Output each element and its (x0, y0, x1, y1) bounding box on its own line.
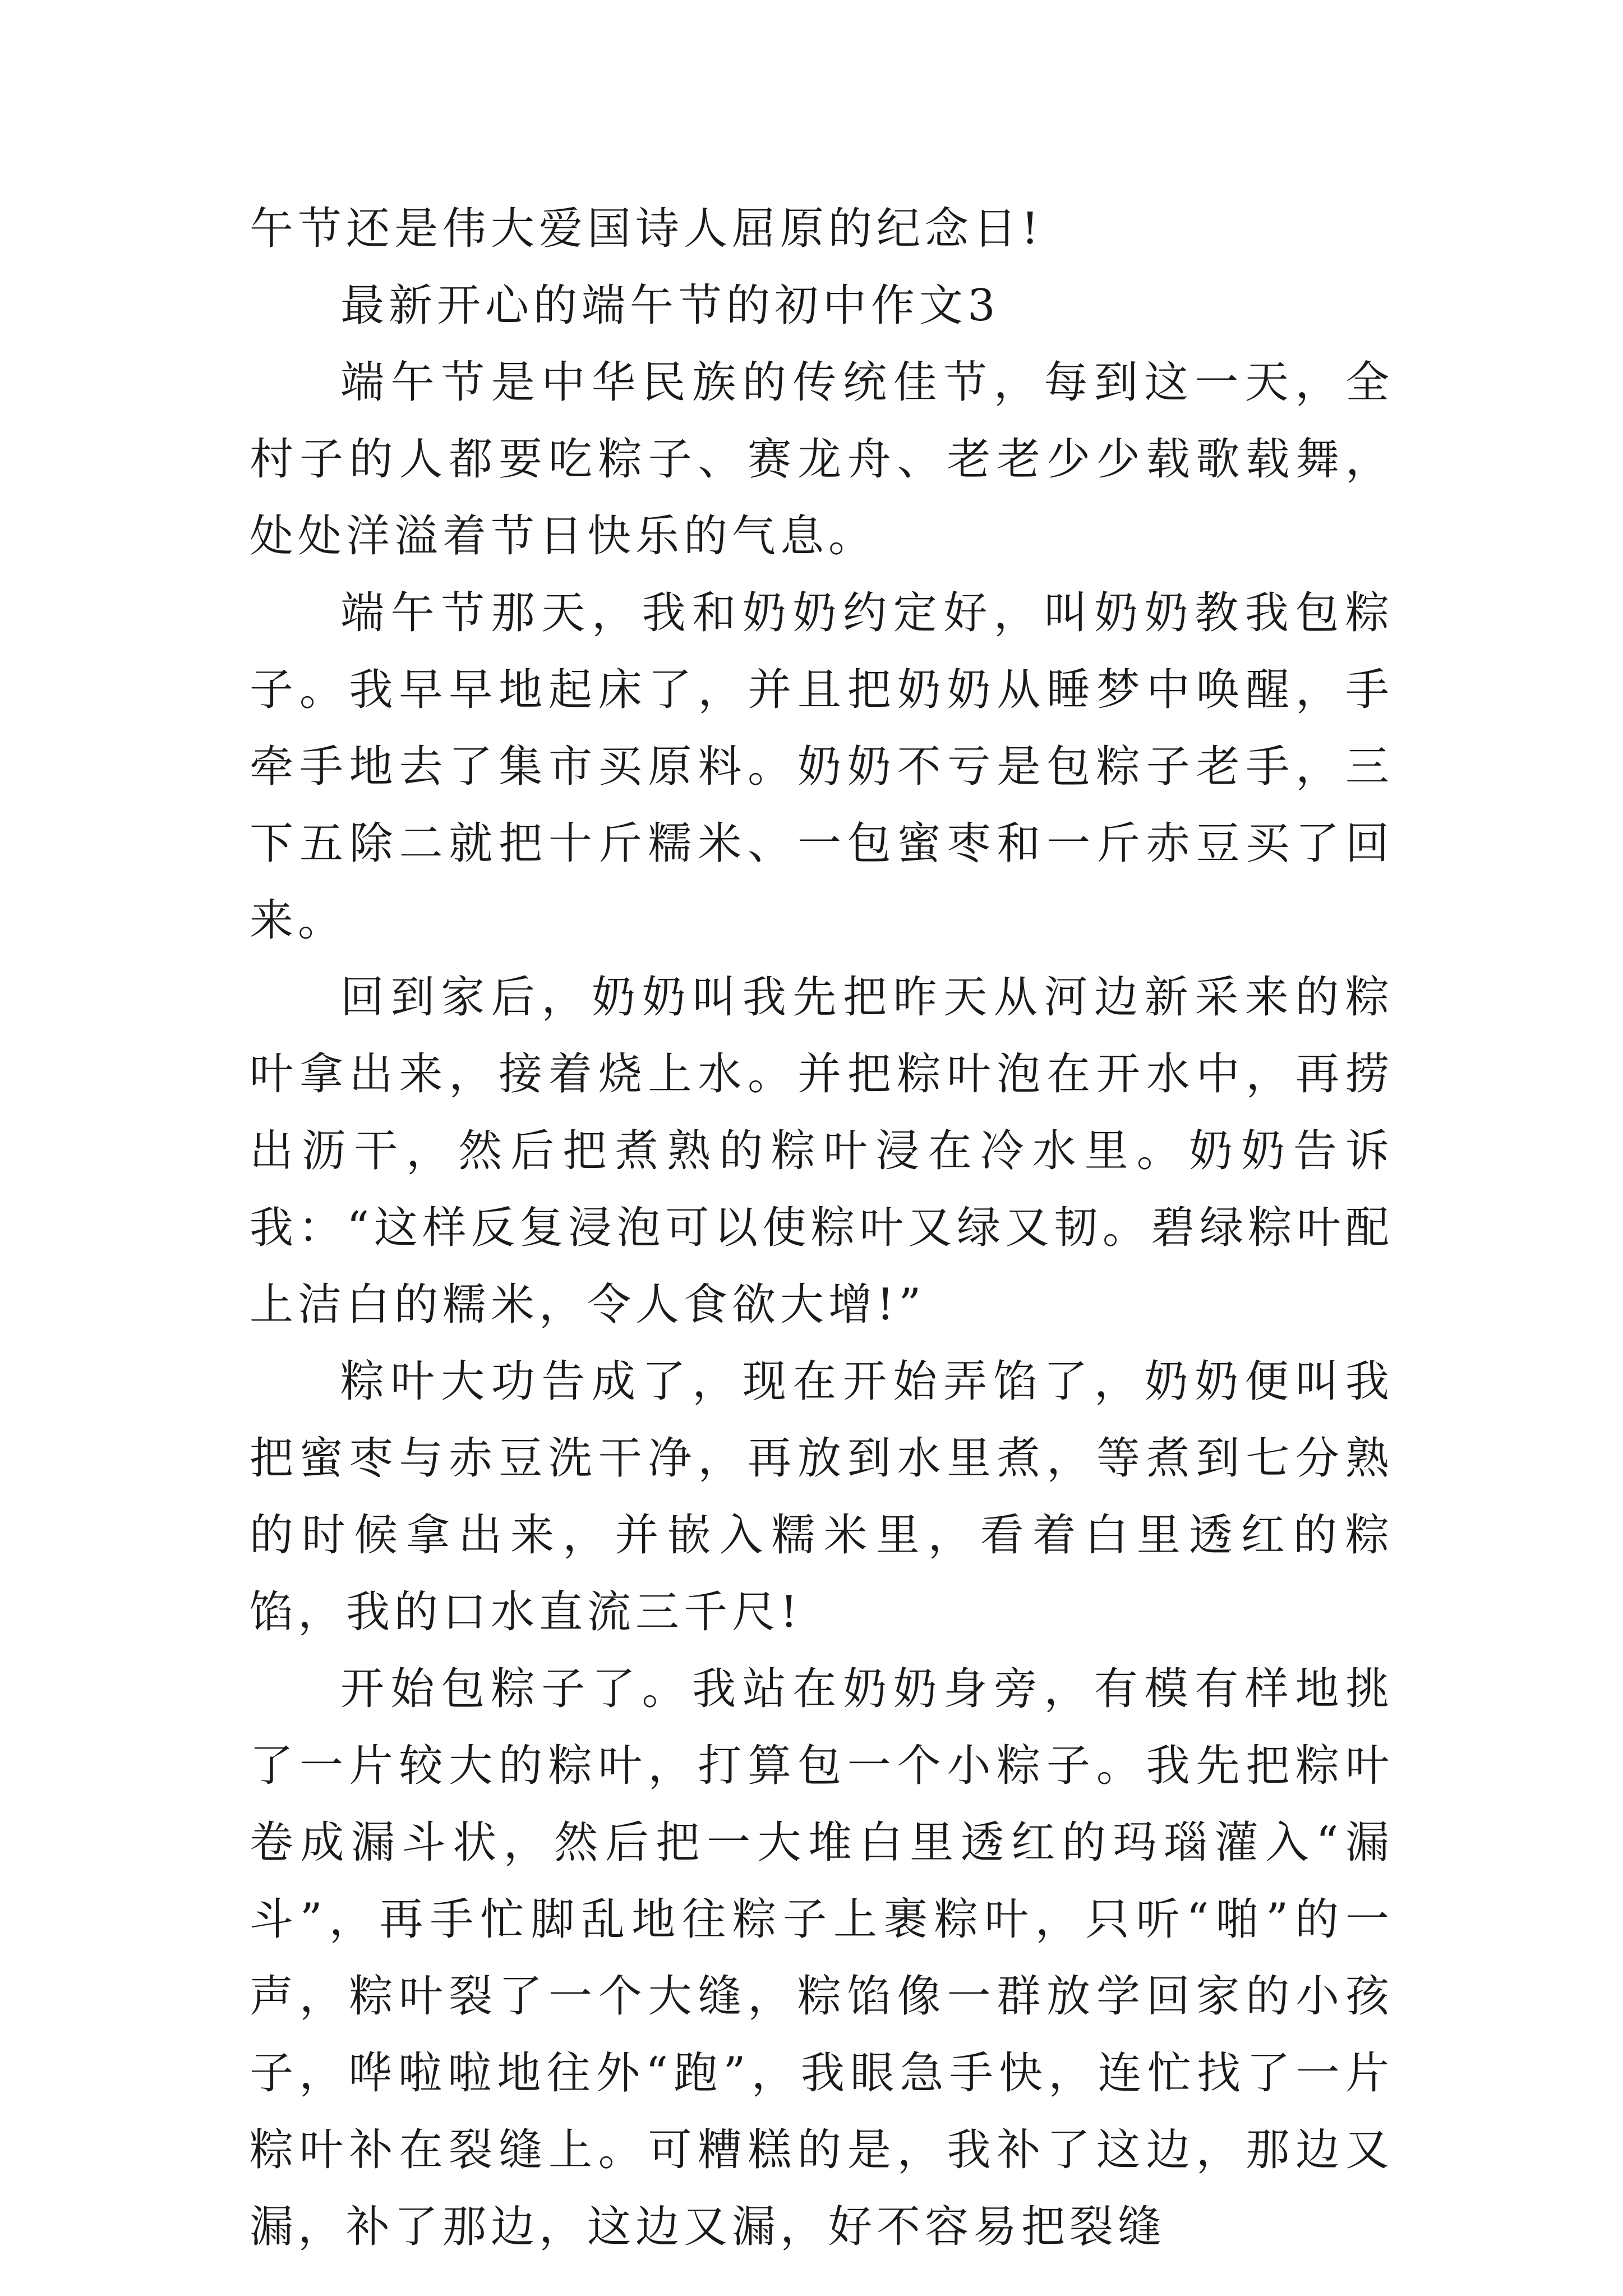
paragraph: 端午节是中华民族的传统佳节，每到这一天，全村子的人都要吃粽子、赛龙舟、老老少少载歌载舞，处处洋溢着节日快乐的气息。 (250, 357, 1394, 562)
paragraph-continuation: 午节还是伟大爱国诗人屈原的纪念日! (250, 204, 1044, 254)
paragraph: 回到家后，奶奶叫我先把昨天从河边新采来的粽叶拿出来，接着烧上水。并把粽叶泡在开水中，再捞出沥干，然后把煮熟的粽叶浸在冷水里。奶奶告诉我：“这样反复浸泡可以使粽叶又绿又韧。碧绿粽叶配上洁白的糯米，令人食欲大增!” (250, 972, 1394, 1330)
paragraph: 开始包粽子了。我站在奶奶身旁，有模有样地挑了一片较大的粽叶，打算包一个小粽子。我先把粽叶卷成漏斗状，然后把一大堆白里透红的玛瑙灌入“漏斗”，再手忙脚乱地往粽子上裹粽叶，只听“啪”的一声，粽叶裂了一个大缝，粽馅像一群放学回家的小孩子，哗啦啦地往外“跑”，我眼急手快，连忙找了一片粽叶补在裂缝上。可糟糕的是，我补了这边，那边又漏，补了那边，这边又漏，好不容易把裂缝 (250, 1664, 1394, 2252)
essay-body (250, 191, 1394, 2266)
essay-heading: 最新开心的端午节的初中作文3 (340, 280, 1000, 331)
paragraph: 粽叶大功告成了，现在开始弄馅了，奶奶便叫我把蜜枣与赤豆洗干净，再放到水里煮，等煮到七分熟的时候拿出来，并嵌入糯米里，看着白里透红的粽馅，我的口水直流三千尺! (250, 1356, 1394, 1637)
paragraph: 端午节那天，我和奶奶约定好，叫奶奶教我包粽子。我早早地起床了，并且把奶奶从睡梦中唤醒，手牵手地去了集市买原料。奶奶不亏是包粽子老手，三下五除二就把十斤糯米、一包蜜枣和一斤赤豆买了回来。 (250, 588, 1394, 946)
